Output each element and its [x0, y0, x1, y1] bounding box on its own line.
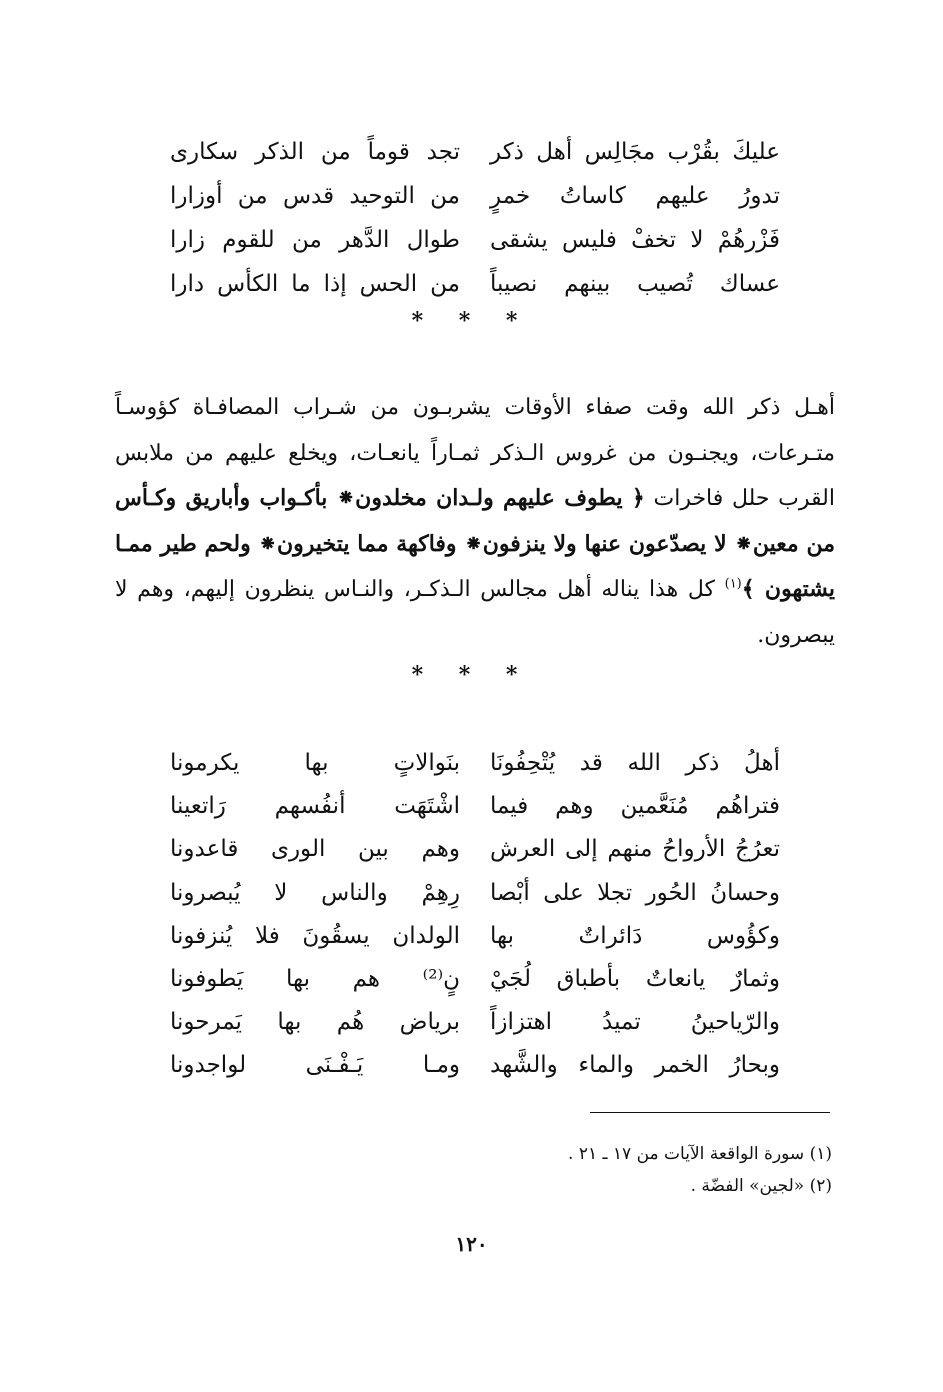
poem-verse [160, 958, 780, 1001]
poem-verse [160, 915, 780, 958]
verse-second-hemistich: من التوحيد قدس من أوزارا [170, 183, 460, 209]
verse-second-hemistich: تجد قوماً من الذكر سكارى [170, 139, 460, 165]
verse-first-hemistich: وحسانُ الحُور تجلا على أبْصا [490, 879, 780, 906]
verse-first-hemistich: وبحارُ الخمر والماء والشَّهد [490, 1052, 780, 1079]
poem-bottom [160, 742, 780, 1088]
verse-first-hemistich: وكؤُوس دَائراتٌ بها [490, 922, 780, 949]
poem-verse [160, 742, 780, 785]
footnote-divider [590, 1112, 830, 1113]
prose-text: كل هذا يناله أهل مجالس الـذكـر، والنـاس ينظرون إليهم، وهم لا يبصرون. [115, 577, 835, 648]
footnotes [400, 1138, 832, 1202]
poem-verse [160, 1001, 780, 1044]
section-separator: * * * [411, 662, 532, 688]
poem-verse [160, 218, 780, 262]
prose-text: أهـل ذكر الله وقت صفاء الأوقات يشربـون من شـراب المصافـاة كؤوسـاً متـرعات، ويجنـون من غروس الـذكر ثمـاراً يانعـات، ويخلع عليهم من ملابس القرب حلل فاخرات [115, 395, 835, 511]
poem-verse [160, 1044, 780, 1087]
footnote-ref: (١) [724, 576, 742, 592]
poem-verse [160, 262, 780, 306]
poem-verse [160, 130, 780, 174]
verse-second-hemistich: برياض هُم بها يَمرحونا [170, 1009, 460, 1036]
verse-second-hemistich: بنَوالاتٍ بها يكرمونا [170, 750, 460, 776]
verse-second-hemistich: ومـا يَـفْـنَى لواجدونا [170, 1052, 460, 1079]
verse-first-hemistich: فتراهُم مُنَعَّمين وهم فيما [490, 793, 780, 820]
poem-verse [160, 872, 780, 915]
verse-first-hemistich: عساك تُصيب بينهم نصيباً [490, 271, 780, 297]
prose-paragraph [115, 385, 835, 658]
verse-first-hemistich: والرّياحينُ تميدُ اهتزازاً [490, 1009, 780, 1036]
poem-verse [160, 828, 780, 871]
verse-second-hemistich: وهم بين الورى قاعدونا [170, 836, 460, 863]
footnote-item: (٢) «لجين» الفضّة . [690, 1176, 832, 1196]
verse-second-hemistich: طوال الدَّهر من للقوم زارا [170, 227, 460, 253]
verse-second-hemistich: من الحس إذا ما الكأس دارا [170, 271, 460, 297]
verse-first-hemistich: أهلُ ذكر الله قد يُتْحِفُونَا [490, 750, 780, 776]
section-separator: * * * [411, 308, 532, 334]
verse-first-hemistich: فَزْرهُمْ لا تخفْ فليس يشقى [490, 227, 780, 253]
verse-first-hemistich: وثمارٌ يانعاتٌ بأطباق لُجَيْ [490, 965, 780, 992]
verse-first-hemistich: عليكَ بقُرْب مجَالِس أهل ذكر [490, 139, 780, 165]
poem-top [160, 130, 780, 306]
footnote-item: (١) سورة الواقعة الآيات من ١٧ ـ ٢١ . [568, 1144, 832, 1164]
page-number: ١٢٠ [455, 1232, 488, 1256]
verse-second-hemistich: الولدان يسقُونَ فلا يُنزفونا [170, 922, 460, 949]
verse-first-hemistich: تعرُجُ الأرواحُ منهم إلى العرش [490, 836, 780, 863]
verse-first-hemistich: تدورُ عليهم كاساتُ خمرٍ [490, 183, 780, 209]
poem-verse [160, 785, 780, 828]
quran-quote: ﴿ يطوف عليهم ولـدان مخلدون⁕ بأكـواب وأباريق وكـأس من معين⁕ لا يصدّعون عنها ولا ينزفون⁕ وفاكهة مما يتخيرون⁕ ولحم طير ممـا يشتهون ﴾ [115, 485, 835, 602]
verse-second-hemistich: نٍ⁽²⁾ هم بها يَطوفونا [170, 965, 460, 992]
verse-second-hemistich: اشْتَهَت أنفُسهم رَاتعينا [170, 793, 460, 820]
verse-second-hemistich: رِهِمْ والناس لا يُبصرونا [170, 879, 460, 906]
poem-verse [160, 174, 780, 218]
